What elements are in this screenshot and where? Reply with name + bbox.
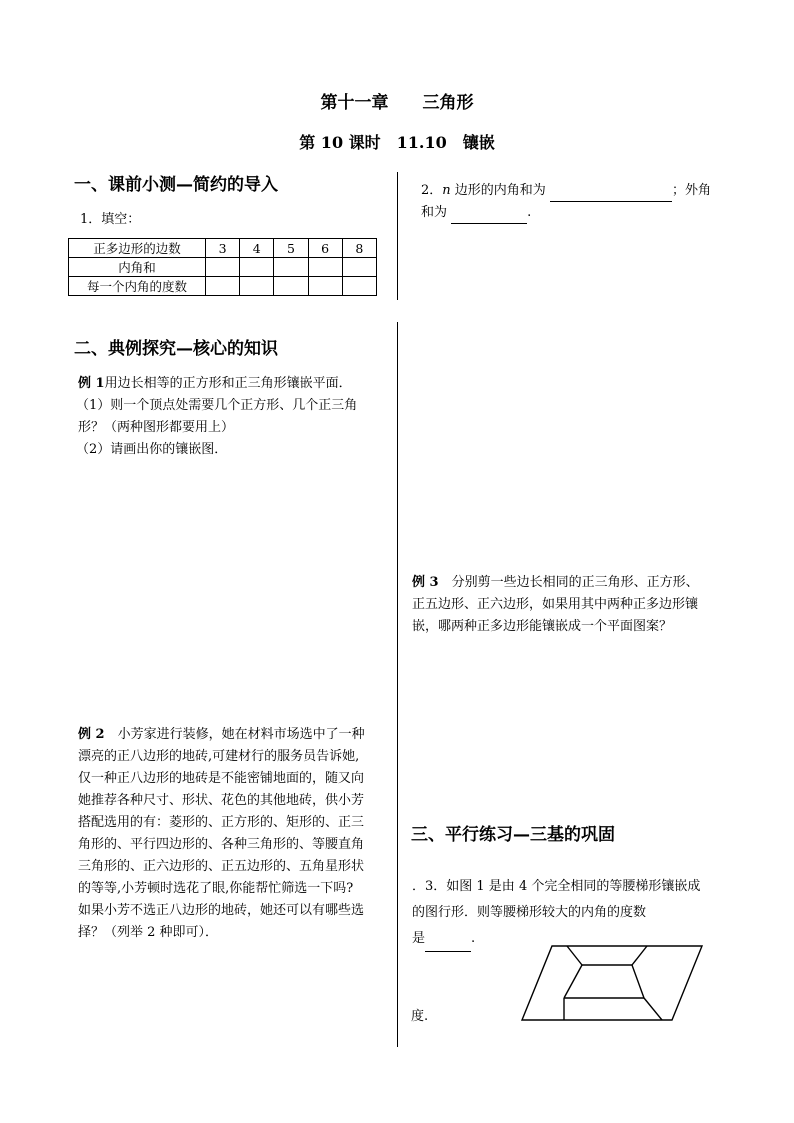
section1-heading: 一、课前小测—简约的导入 xyxy=(74,175,278,195)
ex2-line: 漂亮的正八边形的地砖,可建材行的服务员告诉她, xyxy=(78,749,360,764)
table-row xyxy=(69,277,377,296)
ex1-line: （2）请画出你的镶嵌图． xyxy=(76,442,228,457)
ex2-label: 例 2 xyxy=(78,727,105,742)
q2-line1 xyxy=(421,180,711,202)
q2-blank-exterior[interactable] xyxy=(451,209,527,224)
ex2-line: 角形的、平行四边形的、各种三角形的、等腰直角 xyxy=(78,837,365,852)
trapezoid-edge xyxy=(632,965,644,998)
q2-number: 2． xyxy=(421,183,443,198)
trapezoid-edge xyxy=(644,998,662,1020)
ex1-line: 形？（两种图形都要用上） xyxy=(78,420,235,435)
ex2-text: 小芳家进行装修，她在材料市场选中了一种 xyxy=(104,727,365,742)
ex2-line: 三角形的、正六边形的、正五边形的、五角星形状 xyxy=(78,859,365,874)
ex2-line: 的等等,小芳顿时选花了眼,你能帮忙筛选一下吗? xyxy=(78,881,354,896)
q2-period: . xyxy=(527,205,532,220)
example1 xyxy=(78,373,388,461)
trapezoid-tiling-figure xyxy=(512,940,712,1026)
q2-text-exterior: ；外角 xyxy=(671,183,711,198)
q1-prefix: 1．填空： xyxy=(80,212,141,227)
ex2-line xyxy=(78,724,390,746)
q2-blank-interior[interactable] xyxy=(550,187,672,202)
ex2-line: 如果小芳不选正八边形的地砖，她还可以有哪些选 xyxy=(78,903,365,918)
ex1-text: 用边长相等的正方形和正三角形镶嵌平面． xyxy=(104,376,352,391)
answer-cell[interactable] xyxy=(274,277,308,296)
trapezoid-edge xyxy=(567,946,582,965)
row-label-each-angle: 每一个内角的度数 xyxy=(69,277,206,296)
q3-answer-blank[interactable] xyxy=(425,937,471,952)
ex3-text: 分别剪一些边长相同的正三角形、正方形、 xyxy=(438,575,699,590)
table-row xyxy=(69,239,377,258)
table-header-label: 正多边形的边数 xyxy=(69,239,206,258)
ex3-line: 正五边形、正六边形，如果用其中两种正多边形镶 xyxy=(412,597,699,612)
sides-cell: 3 xyxy=(206,239,240,258)
polygon-angle-table xyxy=(68,238,377,296)
sides-cell: 5 xyxy=(274,239,308,258)
answer-cell[interactable] xyxy=(308,258,342,277)
answer-cell[interactable] xyxy=(240,277,274,296)
sides-cell: 4 xyxy=(240,239,274,258)
example2 xyxy=(78,724,390,944)
answer-cell[interactable] xyxy=(240,258,274,277)
answer-cell[interactable] xyxy=(206,277,240,296)
lesson-title: 第 10 课时 11.10 镶嵌 xyxy=(299,133,495,152)
sides-cell: 8 xyxy=(342,239,376,258)
ex2-line: 仅一种正八边形的地砖是不能密铺地面的，随又向 xyxy=(78,771,365,786)
parallelogram-outline xyxy=(522,946,702,1020)
ex1-line xyxy=(78,373,388,395)
answer-cell[interactable] xyxy=(342,258,376,277)
ex1-label: 例 1 xyxy=(78,376,105,391)
chapter-title: 第十一章 三角形 xyxy=(320,93,474,113)
answer-cell[interactable] xyxy=(274,258,308,277)
ex3-label: 例 3 xyxy=(412,575,439,590)
q3-period: . xyxy=(471,931,476,946)
row-label-angle-sum: 内角和 xyxy=(69,258,206,277)
q3-line: ．3．如图 1 是由 4 个完全相同的等腰梯形镶嵌成 xyxy=(412,879,701,894)
column-divider-top xyxy=(397,172,398,300)
ex2-line: 她推荐各种尺寸、形状、花色的其他地砖，供小芳 xyxy=(78,793,365,808)
answer-cell[interactable] xyxy=(308,277,342,296)
q3-line: 的图行形．则等腰梯形较大的内角的度数 xyxy=(412,905,647,920)
section2-heading: 二、典例探究—核心的知识 xyxy=(74,339,278,359)
column-divider-bottom xyxy=(397,322,398,1047)
q3-unit: 度. xyxy=(411,1009,429,1024)
section3-heading: 三、平行练习—三基的巩固 xyxy=(411,825,615,845)
answer-cell[interactable] xyxy=(342,277,376,296)
q2-text-sum: 和为 xyxy=(421,205,448,220)
ex3-line xyxy=(412,572,722,594)
trapezoid-edge xyxy=(632,946,647,965)
ex2-line: 搭配选用的有：菱形的、正方形的、矩形的、正三 xyxy=(78,815,365,830)
ex2-line: 择？（列举 2 种即可）． xyxy=(78,925,219,940)
table-row xyxy=(69,258,377,277)
trapezoid-edge xyxy=(564,965,582,998)
q3-text-is: 是 xyxy=(412,931,426,946)
q2-line2 xyxy=(421,202,531,224)
ex1-line: （1）则一个顶点处需要几个正方形、几个正三角 xyxy=(76,398,358,413)
q2-text: 边形的内角和为 xyxy=(450,183,546,198)
q2-var-n: n xyxy=(442,183,451,198)
ex3-line: 嵌，哪两种正多边形能镶嵌成一个平面图案？ xyxy=(412,619,673,634)
sides-cell: 6 xyxy=(308,239,342,258)
answer-cell[interactable] xyxy=(206,258,240,277)
example3 xyxy=(412,572,722,638)
